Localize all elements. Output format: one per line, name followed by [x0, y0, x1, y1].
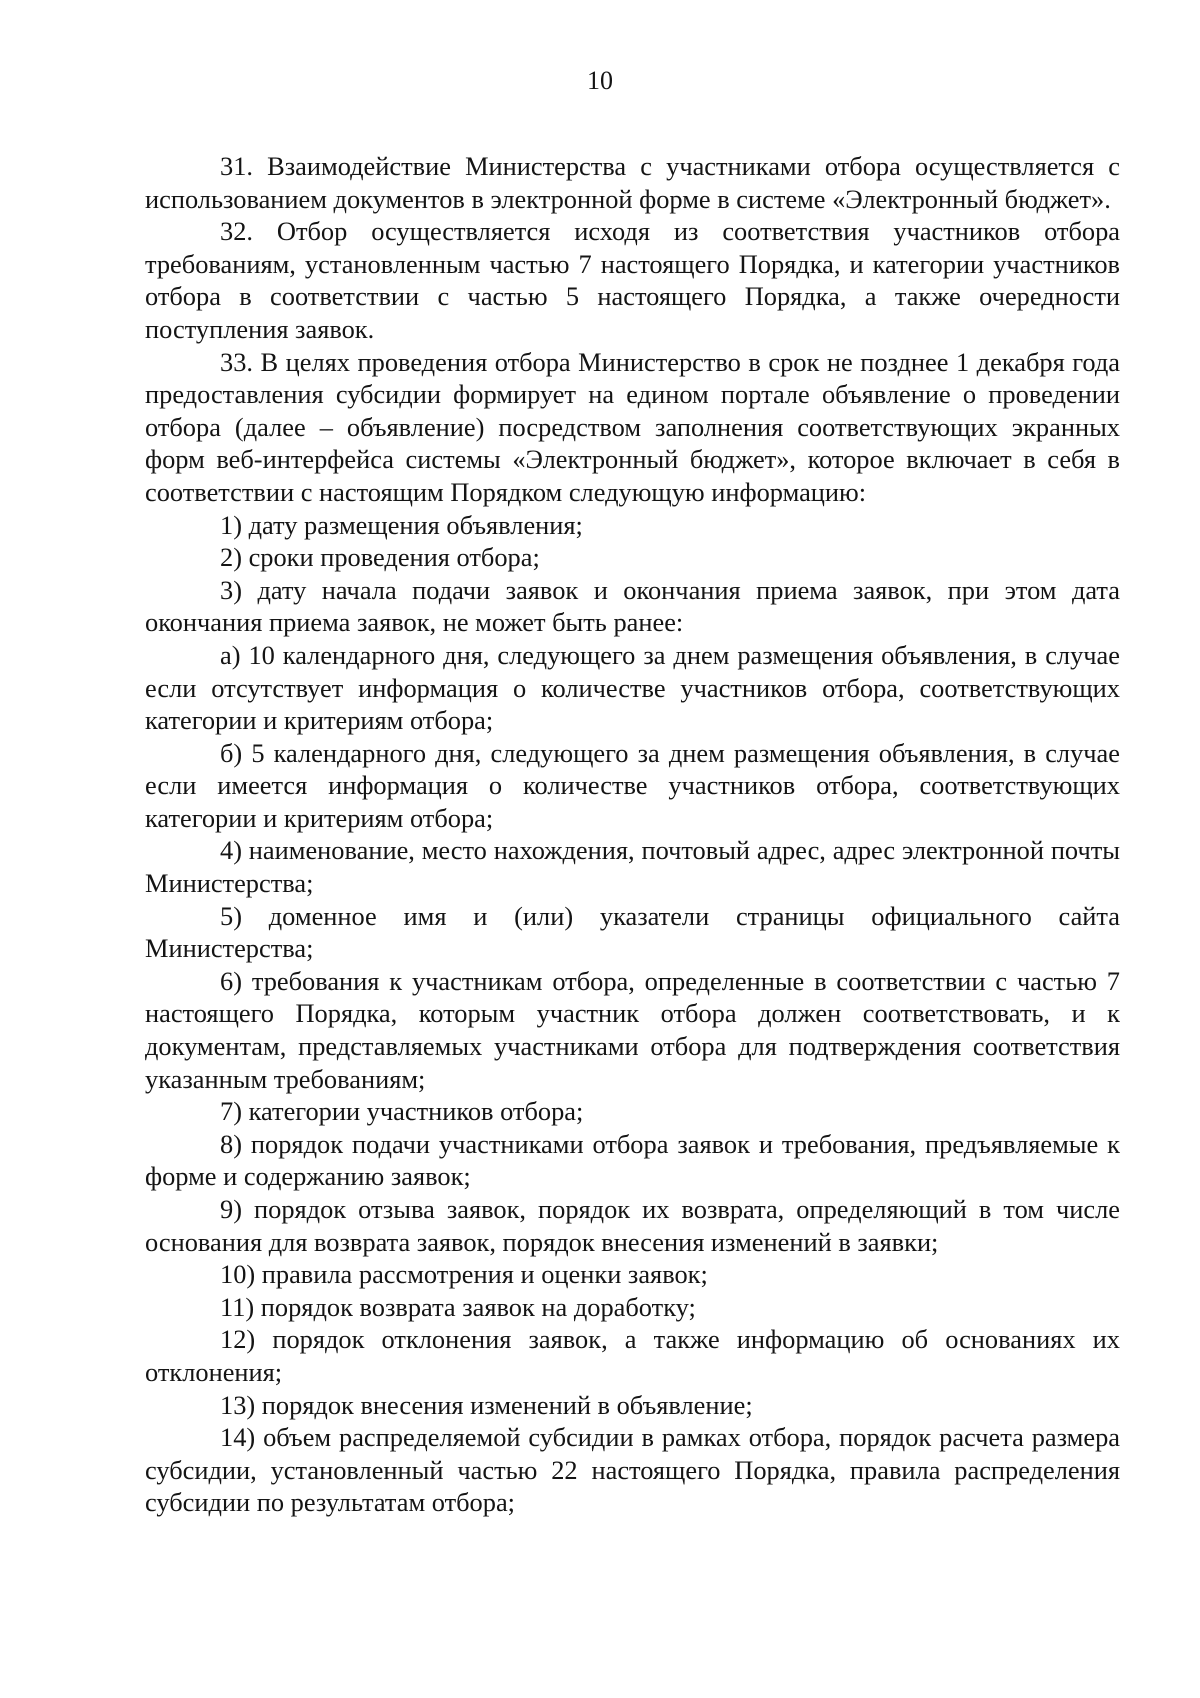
list-item-4: 4) наименование, место нахождения, почтовый адрес, адрес электронной почты Министерства; [145, 835, 1120, 899]
list-item-3b: б) 5 календарного дня, следующего за днем размещения объявления, в случае если имеется информация о количестве участников отбора, соответствующих категории и критериям отбора; [145, 737, 1120, 833]
list-item-9: 9) порядок отзыва заявок, порядок их возврата, определяющий в том числе основания для возврата заявок, порядок внесения изменений в заявки; [145, 1194, 1120, 1257]
paragraph-33: 33. В целях проведения отбора Министерство в срок не позднее 1 декабря года предоставления субсидии формирует на едином портале объявление о проведении отбора (далее – объявление) посредством заполнения соответствующих экранных форм веб-интерфейса системы «Электронный бюджет», которое включает в себя в соответствии с настоящим Порядком следующую информацию: [145, 346, 1120, 507]
paragraph-32: 32. Отбор осуществляется исходя из соответствия участников отбора требованиям, установленным частью 7 настоящего Порядка, и категории участников отбора в соответствии с частью 5 настоящего Порядка, а также очередности поступления заявок. [145, 216, 1120, 344]
list-item-12: 12) порядок отклонения заявок, а также информацию об основаниях их отклонения; [145, 1324, 1120, 1387]
page-number: 10 [587, 66, 613, 95]
list-item-7: 7) категории участников отбора; [220, 1096, 584, 1127]
list-item-13: 13) порядок внесения изменений в объявление; [220, 1389, 753, 1420]
list-item-10: 10) правила рассмотрения и оценки заявок; [220, 1259, 708, 1290]
list-item-1: 1) дату размещения объявления; [220, 509, 583, 540]
list-item-14: 14) объем распределяемой субсидии в рамках отбора, порядок расчета размера субсидии, установленный частью 22 настоящего Порядка, правила распределения субсидии по результатам отбора; [145, 1422, 1120, 1518]
list-item-11: 11) порядок возврата заявок на доработку; [220, 1291, 696, 1322]
document-body [145, 150, 1120, 1519]
list-item-3a: а) 10 календарного дня, следующего за днем размещения объявления, в случае если отсутствует информация о количестве участников отбора, соответствующих категории и критериям отбора; [145, 639, 1120, 736]
list-item-3: 3) дату начала подачи заявок и окончания приема заявок, при этом дата окончания приема заявок, не может быть ранее: [145, 574, 1120, 638]
list-item-2: 2) сроки проведения отбора; [220, 542, 540, 573]
paragraph-31: 31. Взаимодействие Министерства с участниками отбора осуществляется с использованием документов в электронной форме в системе «Электронный бюджет». [145, 151, 1120, 214]
list-item-8: 8) порядок подачи участниками отбора заявок и требования, предъявляемые к форме и содержанию заявок; [145, 1128, 1120, 1192]
list-item-5: 5) доменное имя и (или) указатели страницы официального сайта Министерства; [145, 900, 1120, 964]
list-item-6: 6) требования к участникам отбора, определенные в соответствии с частью 7 настоящего Порядка, которым участник отбора должен соответствовать, и к документам, представляемых участниками отбора для подтверждения соответствия указанным требованиям; [145, 965, 1120, 1094]
